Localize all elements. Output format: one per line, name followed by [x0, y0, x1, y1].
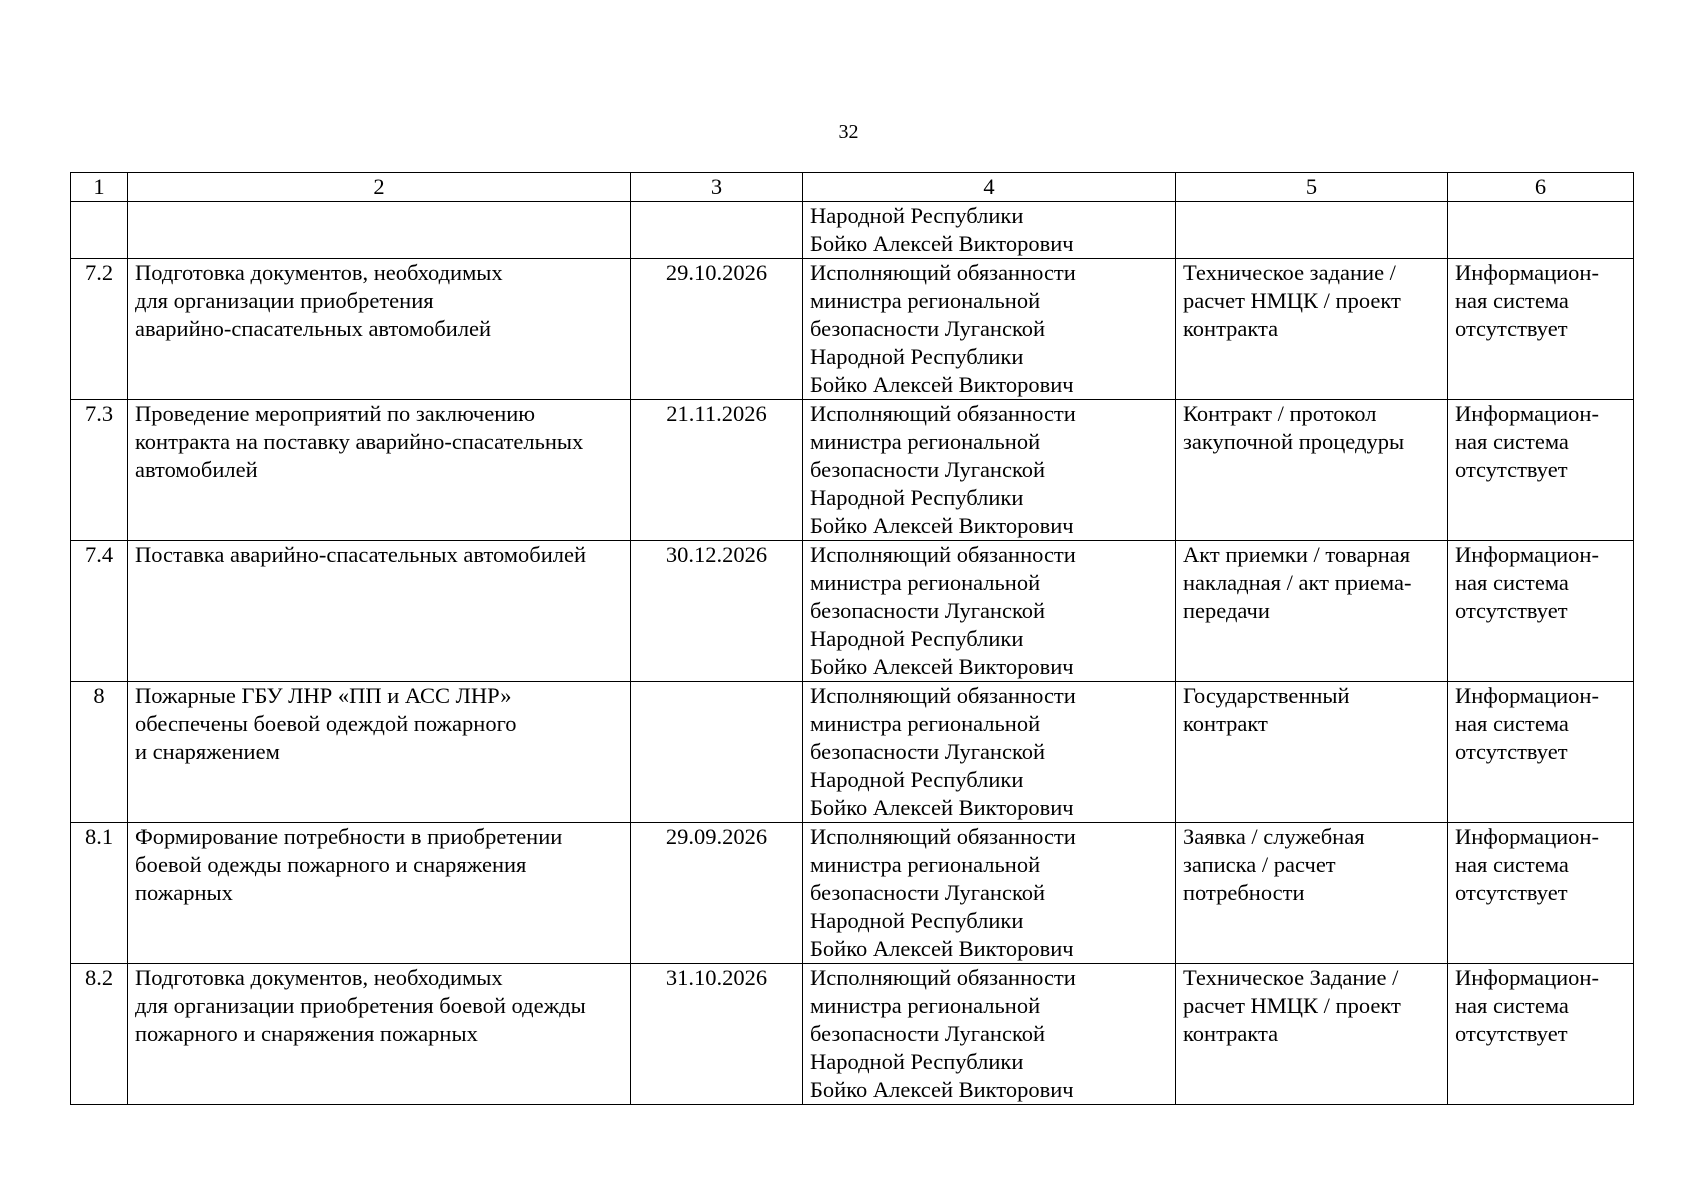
- column-header: 5: [1176, 173, 1448, 202]
- header-row: [71, 173, 1634, 202]
- row-number-cell: 8: [71, 682, 128, 823]
- system-cell: Информацион- ная система отсутствует: [1448, 400, 1634, 541]
- page-number: 32: [838, 121, 859, 143]
- responsible-cell: Народной Республики Бойко Алексей Викторович: [803, 202, 1176, 259]
- column-header: 6: [1448, 173, 1634, 202]
- date-cell: 29.09.2026: [631, 823, 803, 964]
- responsible-cell: Исполняющий обязанности министра региональной безопасности Луганской Народной Республики Бойко Алексей Викторович: [803, 964, 1176, 1105]
- column-header: 4: [803, 173, 1176, 202]
- event-cell: Подготовка документов, необходимых для организации приобретения аварийно-спасательных автомобилей: [128, 259, 631, 400]
- row-number-cell: 8.1: [71, 823, 128, 964]
- column-header: 2: [128, 173, 631, 202]
- result-cell: Техническое Задание / расчет НМЦК / проект контракта: [1176, 964, 1448, 1105]
- row-number-cell: 8.2: [71, 964, 128, 1105]
- table-row: [71, 259, 1634, 400]
- date-cell: 21.11.2026: [631, 400, 803, 541]
- event-cell: [128, 202, 631, 259]
- event-cell: Формирование потребности в приобретении боевой одежды пожарного и снаряжения пожарных: [128, 823, 631, 964]
- result-cell: Контракт / протокол закупочной процедуры: [1176, 400, 1448, 541]
- system-cell: Информацион- ная система отсутствует: [1448, 541, 1634, 682]
- row-number-cell: 7.4: [71, 541, 128, 682]
- system-cell: [1448, 202, 1634, 259]
- system-cell: Информацион- ная система отсутствует: [1448, 682, 1634, 823]
- table-row: [71, 823, 1634, 964]
- system-cell: Информацион- ная система отсутствует: [1448, 964, 1634, 1105]
- event-cell: Пожарные ГБУ ЛНР «ПП и АСС ЛНР» обеспечены боевой одеждой пожарного и снаряжением: [128, 682, 631, 823]
- plan-table: [70, 172, 1634, 1105]
- row-number-cell: 7.2: [71, 259, 128, 400]
- row-number-cell: [71, 202, 128, 259]
- column-header: 3: [631, 173, 803, 202]
- responsible-cell: Исполняющий обязанности министра региональной безопасности Луганской Народной Республики Бойко Алексей Викторович: [803, 541, 1176, 682]
- result-cell: Акт приемки / товарная накладная / акт приема- передачи: [1176, 541, 1448, 682]
- responsible-cell: Исполняющий обязанности министра региональной безопасности Луганской Народной Республики Бойко Алексей Викторович: [803, 400, 1176, 541]
- date-cell: [631, 202, 803, 259]
- responsible-cell: Исполняющий обязанности министра региональной безопасности Луганской Народной Республики Бойко Алексей Викторович: [803, 682, 1176, 823]
- responsible-cell: Исполняющий обязанности министра региональной безопасности Луганской Народной Республики Бойко Алексей Викторович: [803, 259, 1176, 400]
- date-cell: [631, 682, 803, 823]
- event-cell: Поставка аварийно-спасательных автомобилей: [128, 541, 631, 682]
- table-row: [71, 964, 1634, 1105]
- system-cell: Информацион- ная система отсутствует: [1448, 259, 1634, 400]
- table-row: [71, 682, 1634, 823]
- responsible-cell: Исполняющий обязанности министра региональной безопасности Луганской Народной Республики Бойко Алексей Викторович: [803, 823, 1176, 964]
- row-number-cell: 7.3: [71, 400, 128, 541]
- event-cell: Подготовка документов, необходимых для организации приобретения боевой одежды пожарного и снаряжения пожарных: [128, 964, 631, 1105]
- date-cell: 31.10.2026: [631, 964, 803, 1105]
- date-cell: 29.10.2026: [631, 259, 803, 400]
- result-cell: Государственный контракт: [1176, 682, 1448, 823]
- result-cell: Заявка / служебная записка / расчет потребности: [1176, 823, 1448, 964]
- table-row: [71, 400, 1634, 541]
- table-row: [71, 541, 1634, 682]
- column-header: 1: [71, 173, 128, 202]
- system-cell: Информацион- ная система отсутствует: [1448, 823, 1634, 964]
- date-cell: 30.12.2026: [631, 541, 803, 682]
- continuation-row: [71, 202, 1634, 259]
- result-cell: Техническое задание / расчет НМЦК / проект контракта: [1176, 259, 1448, 400]
- result-cell: [1176, 202, 1448, 259]
- event-cell: Проведение мероприятий по заключению контракта на поставку аварийно-спасательных автомобилей: [128, 400, 631, 541]
